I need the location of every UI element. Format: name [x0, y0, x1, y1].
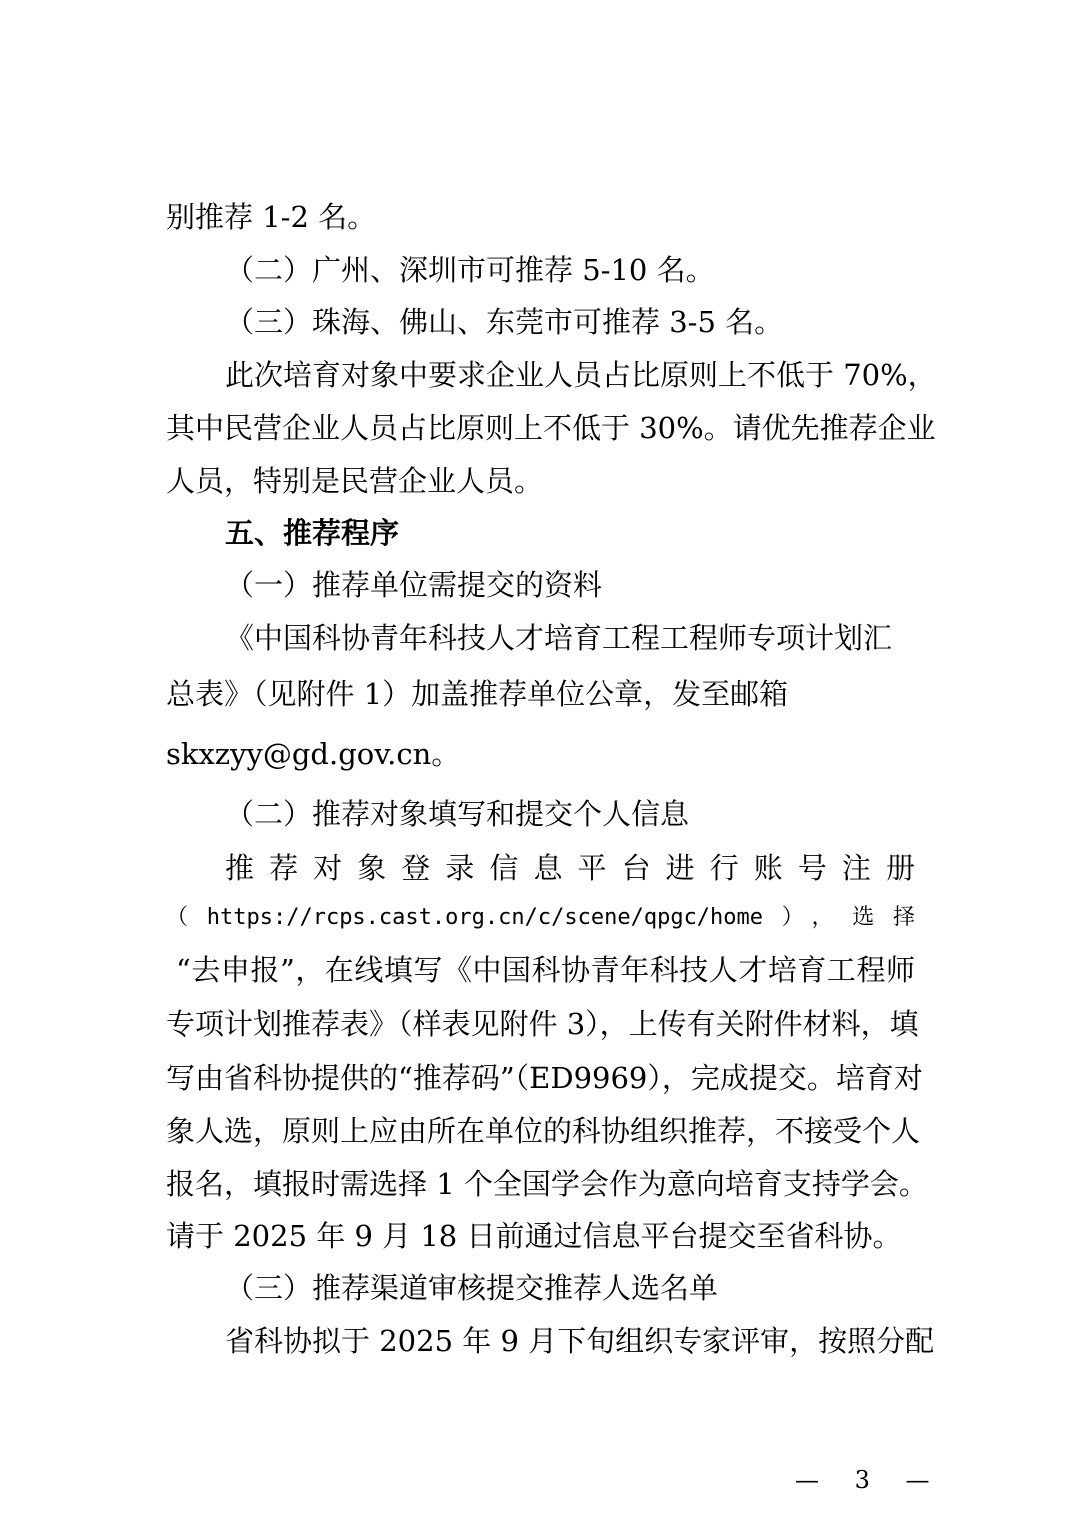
text-line: 象人选，原则上应由所在单位的科协组织推荐，不接受个人 — [166, 1114, 921, 1148]
text-line: 报名，填报时需选择 1 个全国学会作为意向培育支持学会。 — [166, 1167, 928, 1201]
text-line: 其中民营企业人员占比原则上不低于 30%。请优先推荐企业 — [166, 411, 936, 445]
text-line: 《中国科协青年科技人才培育工程工程师专项计划汇 — [225, 621, 893, 655]
url-text: （https://rcps.cast.org.cn/c/scene/qpgc/home），选择 — [166, 905, 915, 930]
text-line: 推荐对象登录信息平台进行账号注册 — [225, 851, 915, 885]
list-item-2: （二）广州、深圳市可推荐 5-10 名。 — [225, 253, 715, 287]
text-line: 别推荐 1-2 名。 — [166, 200, 377, 234]
text-line: 此次培育对象中要求企业人员占比原则上不低于 70%， — [225, 358, 937, 392]
subsection-heading: （一）推荐单位需提交的资料 — [225, 568, 603, 602]
text-line: 请于 2025 年 9 月 18 日前通过信息平台提交至省科协。 — [166, 1219, 902, 1253]
list-item-3: （三）珠海、佛山、东莞市可推荐 3-5 名。 — [225, 305, 784, 339]
text-line: 省科协拟于 2025 年 9 月下旬组织专家评审，按照分配 — [225, 1324, 935, 1358]
email-text: skxzyy@gd.gov.cn。 — [166, 737, 461, 771]
text-line: 总表》（见附件 1）加盖推荐单位公章，发至邮箱 — [166, 677, 789, 711]
text-line: “去申报”，在线填写《中国科协青年科技人才培育工程师 — [176, 953, 915, 987]
text-line: 写由省科协提供的“推荐码”（ED9969），完成提交。培育对 — [166, 1061, 923, 1095]
subsection-heading: （二）推荐对象填写和提交个人信息 — [225, 797, 690, 831]
section-heading: 五、推荐程序 — [225, 516, 400, 550]
text-line: 专项计划推荐表》（样表见附件 3），上传有关附件材料，填 — [166, 1007, 919, 1041]
subsection-heading: （三）推荐渠道审核提交推荐人选名单 — [225, 1271, 719, 1305]
page-number: — 3 — — [795, 1466, 944, 1494]
text-line: 人员，特别是民营企业人员。 — [166, 464, 544, 498]
